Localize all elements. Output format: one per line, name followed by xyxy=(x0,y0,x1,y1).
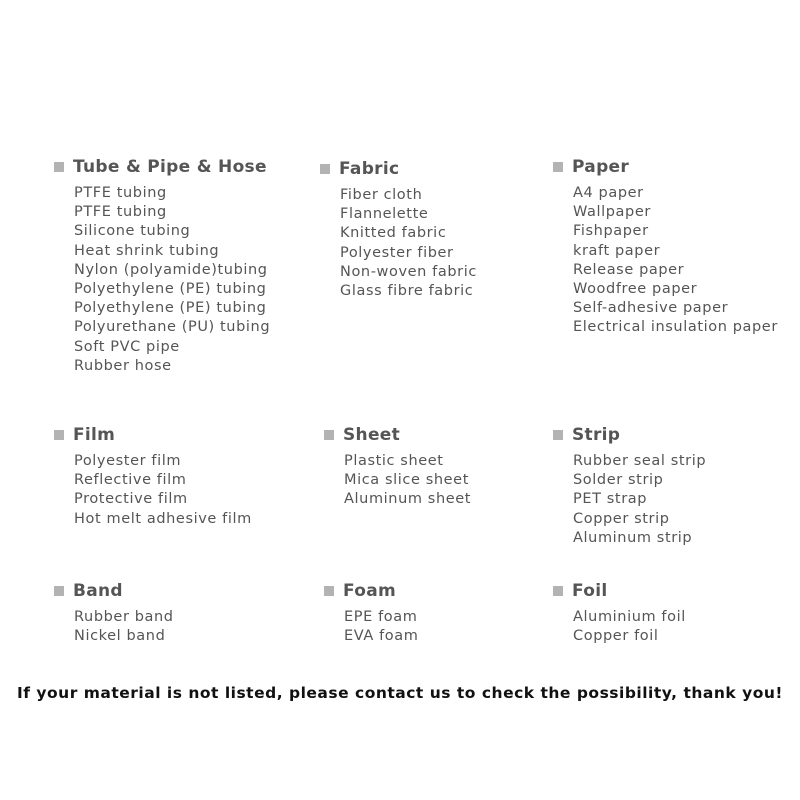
category-foam xyxy=(324,580,418,646)
list-item: Polyethylene (PE) tubing xyxy=(74,300,267,317)
square-bullet-icon xyxy=(54,430,64,440)
square-bullet-icon xyxy=(324,586,334,596)
list-item: Electrical insulation paper xyxy=(573,319,778,336)
category-strip xyxy=(553,424,706,548)
list-item: PTFE tubing xyxy=(74,185,167,201)
list-item: Aluminum strip xyxy=(573,529,693,546)
category-title: Band xyxy=(73,581,123,601)
list-item: Nickel band xyxy=(74,628,166,645)
category-fabric xyxy=(320,158,477,301)
list-item: Non-woven fabric xyxy=(340,263,477,280)
list-item: EPE foam xyxy=(344,609,418,625)
list-item: Knitted fabric xyxy=(340,225,447,242)
square-bullet-icon xyxy=(320,164,330,174)
category-title: Tube & Pipe & Hose xyxy=(73,157,267,177)
list-item: Fiber cloth xyxy=(340,187,423,203)
category-title: Fabric xyxy=(339,159,400,179)
list-item: Rubber seal strip xyxy=(573,453,707,469)
square-bullet-icon xyxy=(54,162,64,172)
contact-note: If your material is not listed, please contact us to check the possibility, thank you! xyxy=(17,684,783,702)
item-list xyxy=(74,184,270,376)
list-item: Protective film xyxy=(74,491,188,508)
square-bullet-icon xyxy=(553,162,563,172)
list-item: Solder strip xyxy=(573,472,664,489)
list-item: Polyethylene (PE) tubing xyxy=(74,281,267,298)
square-bullet-icon xyxy=(324,430,334,440)
list-item: A4 paper xyxy=(573,185,644,201)
list-item: Woodfree paper xyxy=(573,281,698,298)
list-item: Wallpaper xyxy=(573,204,651,221)
list-item: PET strap xyxy=(573,491,648,508)
category-title: Sheet xyxy=(343,425,401,445)
category-title: Foam xyxy=(343,581,396,601)
list-item: Rubber hose xyxy=(74,357,172,374)
list-item: Reflective film xyxy=(74,472,187,489)
item-list xyxy=(340,186,477,301)
category-title: Film xyxy=(73,425,116,445)
item-list xyxy=(573,452,706,548)
category-title: Paper xyxy=(572,157,630,177)
list-item: Glass fibre fabric xyxy=(340,283,474,300)
category-band xyxy=(54,580,174,646)
item-list xyxy=(573,608,686,646)
square-bullet-icon xyxy=(54,586,64,596)
list-item: Copper foil xyxy=(573,628,659,645)
category-title: Foil xyxy=(572,581,608,601)
category-title: Strip xyxy=(572,425,621,445)
list-item: Nylon (polyamide)tubing xyxy=(74,261,268,278)
list-item: Copper strip xyxy=(573,510,670,527)
item-list xyxy=(344,452,471,510)
item-list xyxy=(74,452,252,529)
item-list xyxy=(573,184,778,338)
list-item: Heat shrink tubing xyxy=(74,242,220,259)
list-item: Polyester film xyxy=(74,453,182,469)
list-item: Release paper xyxy=(573,261,685,278)
list-item: Mica slice sheet xyxy=(344,472,469,489)
category-foil xyxy=(553,580,686,646)
list-item: kraft paper xyxy=(573,242,661,259)
list-item: Self-adhesive paper xyxy=(573,300,729,317)
category-sheet xyxy=(324,424,471,510)
list-item: Fishpaper xyxy=(573,223,649,240)
list-item: Soft PVC pipe xyxy=(74,338,180,355)
list-item: Rubber band xyxy=(74,609,174,625)
item-list xyxy=(74,608,174,646)
list-item: Aluminum sheet xyxy=(344,491,472,508)
category-film xyxy=(54,424,252,529)
category-tube-pipe-hose xyxy=(54,156,270,376)
square-bullet-icon xyxy=(553,430,563,440)
list-item: Polyurethane (PU) tubing xyxy=(74,319,271,336)
category-paper xyxy=(553,156,778,338)
list-item: Hot melt adhesive film xyxy=(74,510,252,527)
square-bullet-icon xyxy=(553,586,563,596)
list-item: Plastic sheet xyxy=(344,453,444,469)
list-item: Flannelette xyxy=(340,206,429,223)
list-item: EVA foam xyxy=(344,628,419,645)
list-item: Silicone tubing xyxy=(74,223,191,240)
list-item: Polyester fiber xyxy=(340,244,454,261)
list-item: Aluminium foil xyxy=(573,609,686,625)
list-item: PTFE tubing xyxy=(74,204,167,221)
item-list xyxy=(344,608,418,646)
